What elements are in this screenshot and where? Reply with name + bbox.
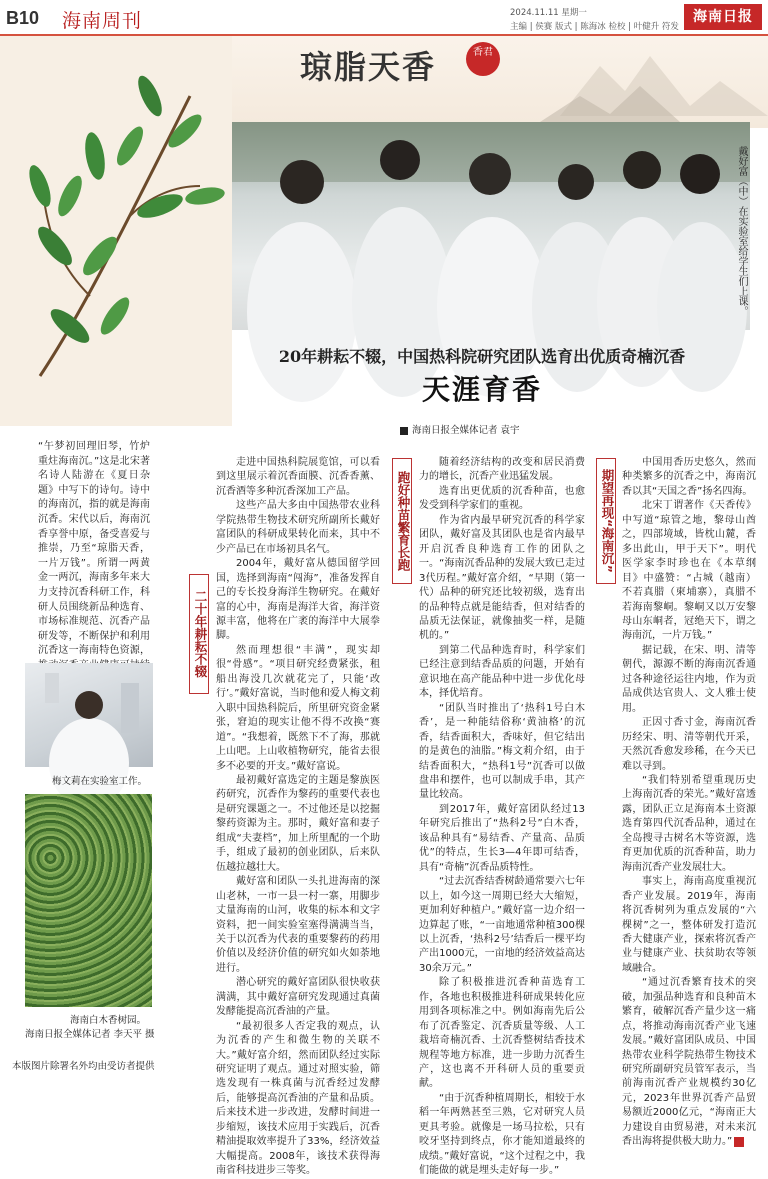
page-number: B10 (6, 8, 40, 28)
section-head-3: 期望再现“海南沉” (596, 458, 616, 584)
paragraph: 最初戴好富选定的主题是黎族医药研究，沉香作为黎药的重要代表也是研究课题之一。不过他还是以挖掘黎药资源为主。那时，戴好富和妻子组成“夫妻档”，加上所里配的一个助手，组成了最初的创业团队，后来队伍越拉越壮大。 (216, 774, 380, 873)
plantation-photo-credit: 海南日报全媒体记者 李天平 摄 (25, 1029, 155, 1040)
end-mark-icon: 图 (734, 1137, 744, 1147)
paragraph: “通过沉香繁育技术的突破，加强品种选育和良种苗木繁育，破解沉香产量少这一痛点，将推动海南沉香产业飞速发展。”戴好富团队成员、中国热带农业科学院热带生物技术研究所副研究员管军表示，当前海南沉香产业规模约30亿元，2023年世界沉香产品贸易额近2000亿元，“海南正大力建设自由贸易港，对未来沉香出海将提供极大助力。” 图 (622, 977, 762, 1148)
paragraph: 中国用香历史悠久，然而种类繁多的沉香之中，海南沉香以其“天国之香”扬名四海。 (622, 457, 756, 497)
article-column-1 (216, 456, 380, 1179)
article-title: 天涯育香 (421, 373, 542, 406)
lab-class-photo (232, 122, 750, 330)
image-credit-note: 本版图片除署名外均由受访者提供 (12, 1061, 155, 1072)
paragraph: 到第二代品种选育时，科学家们已经注意到结香品质的问题，开始有意识地在高产能品种中进一步优化母本，择优培育。 (419, 644, 585, 700)
paragraph: “最初很多人否定我的观点，认为沉香的产生和微生物的关联不大。”戴好富介绍，然而团队经过实际研究证明了观点。通过对照实验，筛选发现有一株真菌与沉香经过发酵后，能够提高沉香油的产量和品质。后来技术进一步改进，发酵时间进一步缩短，该技术应用于实践后，沉香精油提取效率提升了33%，经济效益大幅提高。2008年，该技术获得海南省科技进步三等奖。 (216, 1020, 380, 1177)
paragraph: 走进中国热科院展览馆，可以看到这里展示着沉香面膜、沉香香薰、沉香酒等多种沉香深加工产品。 (216, 457, 380, 497)
byline-text: 海南日报全媒体记者 袁宇 (412, 425, 520, 436)
newspaper-logo: 海南日报 (684, 4, 762, 30)
paragraph: 作为省内最早研究沉香的科学家团队，戴好富及其团队也是省内最早开启沉香良种选育工作的团队之一。“海南沉香品种的发展大致已走过3代历程。”戴好富介绍，“早期（第一代）品种的研究还比较初级，选育出的品种特点就是能结香，但对结香的品质无法保证，就像抽奖一样，是随机的。” (419, 514, 585, 642)
paragraph: “我们特别希望重现历史上海南沉香的荣光。”戴好富透露，团队正立足海南本土资源选育第四代沉香品种，通过在全岛搜寻古树名木等资源，选育更加优质的沉香种苗，助力海南沉香产业发展壮大。 (622, 774, 756, 873)
researcher-photo-caption: 梅文莉在实验室工作。 (52, 776, 148, 787)
paragraph: 然而理想很“丰满”，现实却很“骨感”。“项目研究经费紧张，租船出海没几次就花完了，只能‘改行’。”戴好富说，当时他和爱人梅文莉入职中国热科院后，所里研究资金紧张，窘迫的现实让他不得不改换“赛道”。“我想着，既然下不了海，那就上山吧。上山收植物研究，能省去很多不必要的开支。”戴好富说。 (216, 644, 380, 772)
researcher-image (25, 663, 153, 767)
article-column-3 (622, 456, 762, 1150)
agarwood-branch-icon (0, 36, 232, 426)
headline: 20年耕耘不辍，中国热科院研究团队选育出优质奇楠沉香 (278, 347, 686, 366)
paragraph: 2004年，戴好富从德国留学回国，选择到海南“闯海”，准备发挥自己的专长投身海洋生物研究。在戴好富的心中，海南是海洋大省，海洋资源丰富，他将在广袤的海洋中大展拳脚。 (216, 558, 380, 642)
leaf-illustration-panel (0, 36, 232, 426)
date-line: 2024.11.11 星期一 (510, 8, 587, 18)
article-column-2 (419, 456, 585, 1179)
paragraph: 正因寸香寸金，海南沉香历经宋、明、清等朝代开采，天然沉香愈发珍稀，在今天已难以寻到。 (622, 717, 756, 772)
paragraph: 这些产品大多由中国热带农业科学院热带生物技术研究所副所长戴好富团队的科研成果转化而来，其中不少产品已在市场初具名气。 (216, 500, 380, 555)
plantation-photo-caption: 海南白木香树园。 (70, 1015, 147, 1026)
paragraph: 事实上，海南高度重视沉香产业发展。2019年，海南将沉香树列为重点发展的“六棵树”之一，整体研发打造沉香大健康产业，探索将沉香产业与健康产业、扶贫助农等领域融合。 (622, 876, 756, 974)
plantation-photo (25, 794, 152, 1007)
paragraph: “团队当时推出了‘热科1号白木香’，是一种能结俗称‘黄油格’的沉香，结香面积大，香味好，但它结出的是黄色的油脂。”梅文莉介绍，由于结香面积大，“热科1号”沉香可以做盘串和摆件，也可以制成手串，其产量比较高。 (419, 702, 585, 801)
paragraph: 戴好富和团队一头扎进海南的深山老林，一市一县一村一寨，用脚步丈量海南的山河，收集的标本和文字资料，把一间实验室塞得满满当当，关于以沉香为代表的重要黎药的药用价值以及经济价值的研究如火如荼地进行。 (216, 876, 380, 974)
paragraph: 北宋丁谓著作《天香传》中写道“琼管之地，黎母山酋之，四部境域，皆枕山麓，香多出此山，甲于天下”。明代医学家李时珍也在《本草纲目》中盛赞：“占城（越南）不若真腊（柬埔寨），真腊不若海南黎峒。黎峒又以万安黎母山东峒者，冠绝天下，谓之海南沉，一片万钱。” (622, 500, 756, 642)
byline-square-icon (400, 427, 408, 435)
intro-text: “午梦初回理旧琴，竹炉重炷海南沉。”这是北宋著名诗人陆游在《夏日杂题》中写下的诗句。诗中的海南沉，指的就是海南沉香。宋代以后，海南沉香享誉中原，备受喜爱与推崇，乃至“琼脂天香，一片万钱”。所谓一两黄金一两沉，海南多年来大力支持沉香科研工作，科研人员围绕新品种选育、市场标准规范、沉香产品研发等，不断保护和利用沉香这一海南特色资源， (38, 441, 150, 657)
lab-scene-image (232, 122, 750, 330)
paragraph: 随着经济结构的改变和居民消费力的增长，沉香产业迅猛发展。 (419, 457, 585, 483)
staff-line: 主编 | 侯赛 版式 | 陈海冰 检校 | 叶健升 符发 (510, 22, 679, 32)
paragraph: 到2017年，戴好富团队经过13年研究后推出了“热科2号”白木香，该品种具有“易结香、产量高、品质优”的特点，生长3—4年即可结香，具有“奇楠”沉香品质特性。 (419, 803, 585, 873)
paragraph: “过去沉香结香树龄通常要六七年以上，如今这一周期已经大大缩短，更加利好种植户。”戴好富一边介绍一边算起了账，“一亩地通常种植300棵以上沉香，‘热科2号’结香后一棵平均产出1000元，一亩地的经济效益高达30余万元。” (419, 876, 585, 974)
photo-caption: 戴好富（中）在实验室给学生们上课。 (736, 146, 747, 316)
section-head-1: 二十年耕耘不辍 (189, 574, 209, 694)
paragraph: 选育出更优质的沉香种苗，也愈发受到科学家们的重视。 (419, 485, 585, 512)
paragraph: 除了积极推进沉香种苗选育工作，各地也积极推进科研成果转化应用到各项标准之中。例如海南先后公布了沉香鉴定、沉香质量等级、人工栽培奇楠沉香、土沉香整树结香技术规程等地方标准，进一步助力沉香生产，这也离不开科研人员的重要贡献。 (419, 977, 585, 1090)
section-head-2: 跑好种苗繁育长跑 (392, 458, 412, 584)
byline (400, 422, 520, 436)
column-seal: 香君 (466, 42, 500, 76)
column-title: 琼脂天香 (300, 48, 437, 86)
paragraph: 潜心研究的戴好富团队很快收获满满，其中戴好富研究发现通过真菌发酵能提高沉香油的产量。 (216, 977, 380, 1018)
researcher-photo (25, 663, 153, 767)
paragraph: “由于沉香种植周期长，相较于水稻一年两熟甚至三熟，它对研究人员更具考验。就像是一场马拉松，只有咬牙坚持到终点，你才能知道最终的成绩。”戴好富说，“这个过程之中，我们能做的就是埋头走好每一步。” (419, 1092, 585, 1177)
page-name: 海南周刊 (62, 10, 143, 32)
paragraph: 据记载，在宋、明、清等朝代，源源不断的海南沉香通过各种途径运往内地，作为贡品成供达官贵人、文人雅士使用。 (622, 644, 756, 714)
